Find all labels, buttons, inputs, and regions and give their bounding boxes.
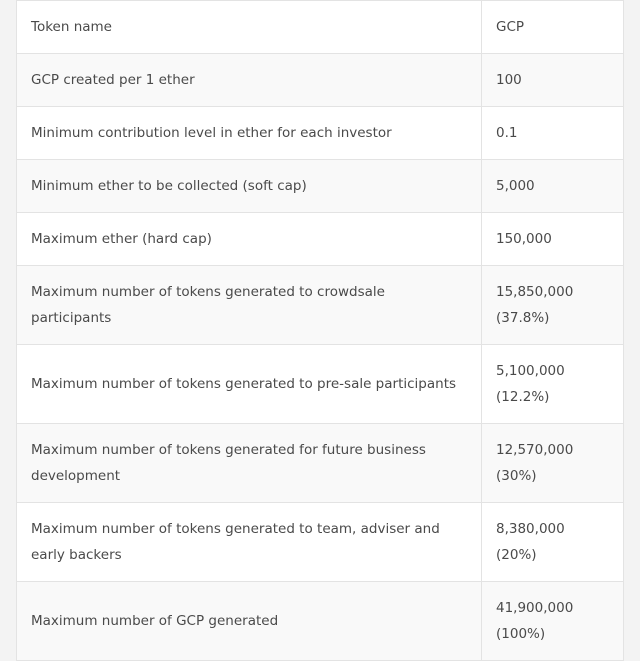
row-value: 5,000 (482, 160, 624, 213)
row-label: GCP created per 1 ether (17, 54, 482, 107)
row-value: 5,100,000 (12.2%) (482, 345, 624, 424)
table-row (17, 160, 624, 213)
table-row (17, 424, 624, 503)
row-label: Maximum number of tokens generated to team, adviser and early backers (17, 503, 482, 582)
row-label: Maximum number of tokens generated for future business development (17, 424, 482, 503)
row-label: Minimum contribution level in ether for each investor (17, 107, 482, 160)
row-label: Minimum ether to be collected (soft cap) (17, 160, 482, 213)
table-row (17, 1, 624, 54)
table-row (17, 266, 624, 345)
row-value: 8,380,000 (20%) (482, 503, 624, 582)
row-label: Maximum ether (hard cap) (17, 213, 482, 266)
row-value: GCP (482, 1, 624, 54)
table-row (17, 503, 624, 582)
row-value: 12,570,000 (30%) (482, 424, 624, 503)
token-details-table (16, 0, 624, 661)
row-value: 0.1 (482, 107, 624, 160)
table-row (17, 345, 624, 424)
table-row (17, 107, 624, 160)
row-label: Maximum number of tokens generated to crowdsale participants (17, 266, 482, 345)
row-value: 15,850,000 (37.8%) (482, 266, 624, 345)
row-label: Token name (17, 1, 482, 54)
row-label: Maximum number of tokens generated to pre-sale participants (17, 345, 482, 424)
table-row (17, 54, 624, 107)
table-row (17, 582, 624, 661)
token-details-table-container (16, 0, 623, 661)
row-value: 41,900,000 (100%) (482, 582, 624, 661)
row-label: Maximum number of GCP generated (17, 582, 482, 661)
row-value: 150,000 (482, 213, 624, 266)
table-row (17, 213, 624, 266)
row-value: 100 (482, 54, 624, 107)
